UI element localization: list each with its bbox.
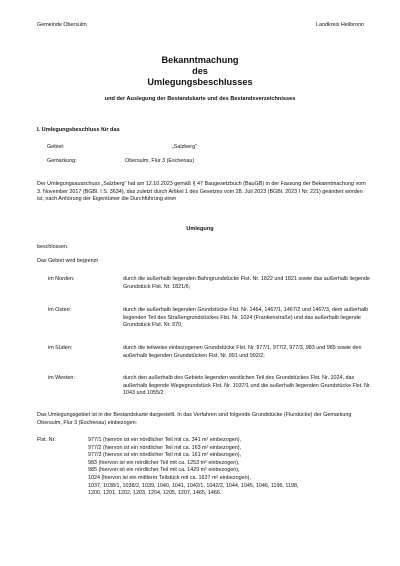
intro-paragraph: Der Umlegungsausschuss „Salzberg“ hat am 12.10.2023 gemäß § 47 Baugesetzbuch (BauGB) in der Fassung der Bekanntmachung vom 3. November 2017 (BGBl. I S. 3634), das zuletzt durch Artikel 1 des Gesetzes vom 28. Juli 2023 (BGBl. 2023 I Nr. 221) geändert worden ist, nach Anhörung der Eigentümer die Durchführung einer (37, 181, 366, 203)
flurstuecke-label: Flst. Nr. (37, 437, 56, 443)
boundary-north-text: durch die außerhalb liegenden Bahngrundstücke Flst. Nr. 1822 und 1821 sowie das außerhalb liegende Grundstück Flst. Nr. 1821/6; (123, 276, 370, 290)
list-item: 977/2 (hiervon ist ein nördlicher Teil mit ca. 163 m² einbezogen), (88, 444, 242, 451)
header-municipality: Gemeinde Obersulm (37, 22, 87, 28)
section-heading: I. Umlegungsbeschluss für das (37, 127, 120, 133)
closing-paragraph: Das Umlegungsgebiet ist in der Bestandskarte dargestellt. In das Verfahren sind folgende Grundstücke (Flurstücke) der Gemarkung Obersulm, Flur 3 (Eschenau) einbezogen: (37, 412, 352, 426)
flurstuecke-list (88, 437, 378, 498)
title-line-1: Bekanntmachung (161, 55, 239, 65)
list-item: 1200, 1201, 1202, 1203, 1204, 1205, 1207, 1465, 1466. (88, 490, 222, 497)
field-label-gemarkung: Gemarkung: (47, 158, 77, 164)
title-line-3: Umlegungsbeschlusses (147, 77, 253, 87)
boundary-intro: Das Gebiet wird begrenzt (37, 258, 98, 264)
list-item: 1037, 1038/1, 1038/2, 1039, 1040, 1041, 1042/1, 1042/2, 1044, 1045, 1046, 1196, 1198, (88, 482, 299, 489)
beschlossen-text: beschlossen. (37, 244, 69, 250)
list-item: 977/3 (hiervon ist ein nördlicher Teil mit ca. 161 m² einbezogen), (88, 452, 242, 459)
boundary-south-text: durch die teilweise einbezogenen Grundstücke Flst. Nr. 977/1, 977/2, 977/3, 983 und 985 sowie den außerhalb liegenden Grundstücken Flst. Nr. 991 und 992/2; (123, 345, 362, 359)
header-district: Landkreis Heilbronn (316, 22, 364, 28)
field-value-gemarkung: Obersulm, Flur 3 (Eschenau) (125, 158, 195, 164)
list-item: 1024 (hiervon ist ein mittlerer Teilstück mit ca. 1637 m² einbezogen), (88, 474, 251, 481)
title-line-2: des (192, 66, 208, 76)
field-value-gebiet: „Salzberg“ (172, 144, 197, 150)
boundary-west-label: im Westen: (48, 375, 75, 381)
subtitle: und der Auslegung der Bestandskarte und des Bestandsverzeichnisses (104, 96, 296, 102)
boundary-east-text: durch die außerhalb liegenden Grundstücke Flst. Nr. 1464, 1467/1, 1467/2 und 1467/3, dem außerhalb liegenden Teil des Straßengrundstückes Flst. Nr. 1024 (Frankenstraße) und das außerhalb liegende Grundstück Flst. Nr. 970; (123, 307, 369, 329)
list-item: 985 (hiervon ist ein nördlicher Teil mit ca. 1429 m² einbezogen), (88, 467, 240, 474)
umlegung-label: Umlegung (186, 226, 214, 232)
list-item: 983 (hiervon ist ein nördlicher Teil mit ca. 1253 m² einbezogen), (88, 459, 240, 466)
boundary-west-text: durch den außerhalb des Gebiets liegenden westlichen Teil des Grundstückes Flst. Nr. 1024, das außerhalb liegende Wegegrundstück Flst. Nr. 1037/1 und die außerhalb liegenden Grundstücke Flst. Nr. 1043 und 1055/2. (123, 375, 372, 397)
field-label-gebiet: Gebiet: (47, 144, 65, 150)
list-item: 977/1 (hiervon ist ein nördlicher Teil mit ca. 341 m² einbezogen), (88, 437, 242, 443)
boundary-south-label: im Süden: (48, 345, 73, 351)
boundary-east-label: im Osten: (48, 307, 72, 313)
boundary-north-label: im Norden: (48, 276, 75, 282)
